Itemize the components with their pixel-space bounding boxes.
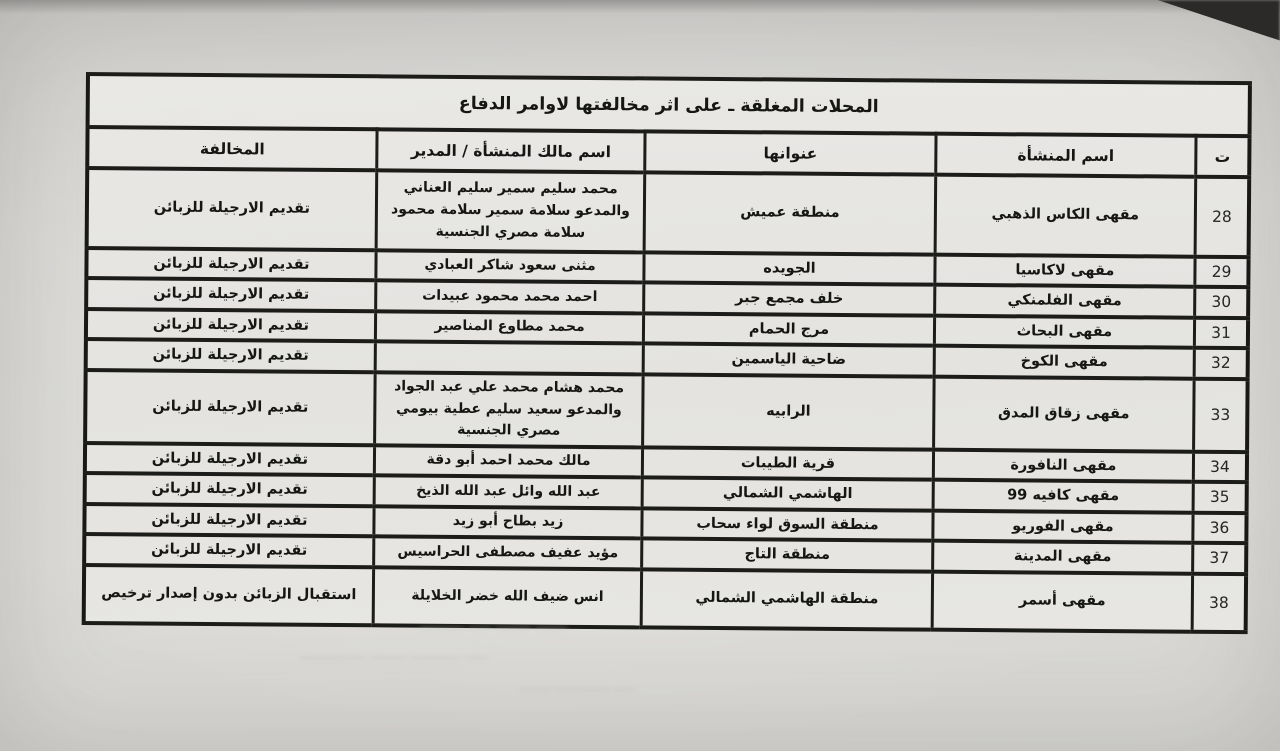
cell-owner-manager: محمد مطاوع المناصير xyxy=(375,311,644,344)
cell-violation: تقديم الارجيلة للزبائن xyxy=(86,278,376,311)
cell-establishment-name: مقهى الكاس الذهبي xyxy=(935,175,1196,257)
cell-establishment-name: مقهى أسمر xyxy=(932,571,1193,631)
column-header-name: اسم المنشأة xyxy=(936,134,1197,177)
cell-owner-manager: انس ضيف الله خضر الخلايلة xyxy=(373,567,642,627)
cell-serial: 28 xyxy=(1195,177,1249,257)
cell-violation: تقديم الارجيلة للزبائن xyxy=(84,534,374,567)
cell-violation: تقديم الارجيلة للزبائن xyxy=(85,443,375,476)
bleedthrough-ghost-line: ــــــــــ ـــــ ــــــــ ـــــــ xyxy=(420,618,567,633)
cell-establishment-name: مقهى الكوخ xyxy=(934,346,1195,379)
cell-serial: 32 xyxy=(1194,348,1248,379)
cell-owner-manager: محمد سليم سمير سليم العناني والمدعو سلامة سمير سلامة محمود سلامة مصري الجنسية xyxy=(376,170,645,252)
cell-violation: تقديم الارجيلة للزبائن xyxy=(87,168,377,250)
cell-violation: تقديم الارجيلة للزبائن xyxy=(85,473,375,506)
cell-violation: تقديم الارجيلة للزبائن xyxy=(86,248,376,281)
cell-serial: 30 xyxy=(1195,287,1249,318)
photo-top-shadow xyxy=(0,0,1280,14)
cell-owner-manager: احمد محمد محمود عبيدات xyxy=(375,281,644,314)
table-title-row xyxy=(88,74,1250,136)
cell-serial: 35 xyxy=(1193,482,1247,513)
closed-shops-table xyxy=(82,72,1252,634)
cell-address: منطقة السوق لواء سحاب xyxy=(642,508,933,541)
cell-violation: تقديم الارجيلة للزبائن xyxy=(84,504,374,537)
cell-address: منطقة التاج xyxy=(642,539,933,572)
cell-serial: 31 xyxy=(1194,318,1248,349)
bleedthrough-ghost-line: ـــــــــــــــ ــــــــ ـــــــــــ ـــــ xyxy=(300,648,487,663)
column-header-violation: المخالفة xyxy=(87,127,377,170)
cell-serial: 34 xyxy=(1193,452,1247,483)
cell-address: قرية الطيبات xyxy=(643,447,934,480)
table-row xyxy=(84,565,1246,632)
cell-serial: 38 xyxy=(1192,574,1246,632)
cell-serial: 37 xyxy=(1193,543,1247,574)
cell-violation: تقديم الارجيلة للزبائن xyxy=(85,370,375,445)
cell-establishment-name: مقهى الفوريو xyxy=(933,511,1194,544)
cell-establishment-name: مقهى كافيه 99 xyxy=(933,480,1194,513)
cell-violation: تقديم الارجيلة للزبائن xyxy=(86,339,376,372)
cell-serial: 33 xyxy=(1194,379,1248,452)
cell-violation: استقبال الزبائن بدون إصدار ترخيص xyxy=(84,565,374,625)
cell-owner-manager: مثنى سعود شاكر العبادي xyxy=(376,250,645,283)
cell-serial: 29 xyxy=(1195,257,1249,288)
bleedthrough-ghost-line: ـــــــ ــــــــــــ ـــــ xyxy=(520,680,636,695)
cell-address: منطقة عميش xyxy=(644,172,935,254)
cell-owner-manager: مالك محمد احمد أبو دقة xyxy=(374,445,643,478)
cell-establishment-name: مقهى المدينة xyxy=(932,541,1193,574)
cell-owner-manager xyxy=(375,342,644,375)
table-title: المحلات المغلقة ـ على اثر مخالفتها لاوامر الدفاع xyxy=(88,74,1250,136)
cell-owner-manager: زيد بطاح أبو زيد xyxy=(374,506,643,539)
column-header-serial: ت xyxy=(1196,136,1250,177)
column-header-owner: اسم مالك المنشأة / المدير xyxy=(377,129,646,172)
cell-establishment-name: مقهى النافورة xyxy=(933,450,1194,483)
photo-corner-dark-background xyxy=(1110,0,1280,52)
cell-address: ضاحية الياسمين xyxy=(643,344,934,377)
cell-owner-manager: محمد هشام محمد علي عبد الجواد والمدعو سعيد سليم عطية بيومي مصري الجنسية xyxy=(374,372,643,447)
table-row xyxy=(87,168,1250,257)
closed-shops-table-area xyxy=(82,72,1252,634)
cell-address: خلف مجمع جبر xyxy=(644,283,935,316)
cell-serial: 36 xyxy=(1193,513,1247,544)
cell-address: مرج الحمام xyxy=(644,313,935,346)
cell-address: الجويده xyxy=(644,252,935,285)
cell-address: الرابيه xyxy=(643,374,934,449)
cell-establishment-name: مقهى لاكاسيا xyxy=(935,255,1196,288)
cell-owner-manager: مؤيد عفيف مصطفى الحراسيس xyxy=(373,537,642,570)
table-row xyxy=(85,370,1248,452)
cell-owner-manager: عبد الله وائل عبد الله الذيخ xyxy=(374,476,643,509)
column-header-address: عنوانها xyxy=(645,131,936,174)
cell-address: الهاشمي الشمالي xyxy=(642,478,933,511)
cell-establishment-name: مقهى الفلمنكي xyxy=(934,285,1195,318)
cell-address: منطقة الهاشمي الشمالي xyxy=(641,569,932,629)
cell-establishment-name: مقهى البحاث xyxy=(934,316,1195,349)
cell-violation: تقديم الارجيلة للزبائن xyxy=(86,309,376,342)
cell-establishment-name: مقهى زقاق المدق xyxy=(933,377,1194,452)
